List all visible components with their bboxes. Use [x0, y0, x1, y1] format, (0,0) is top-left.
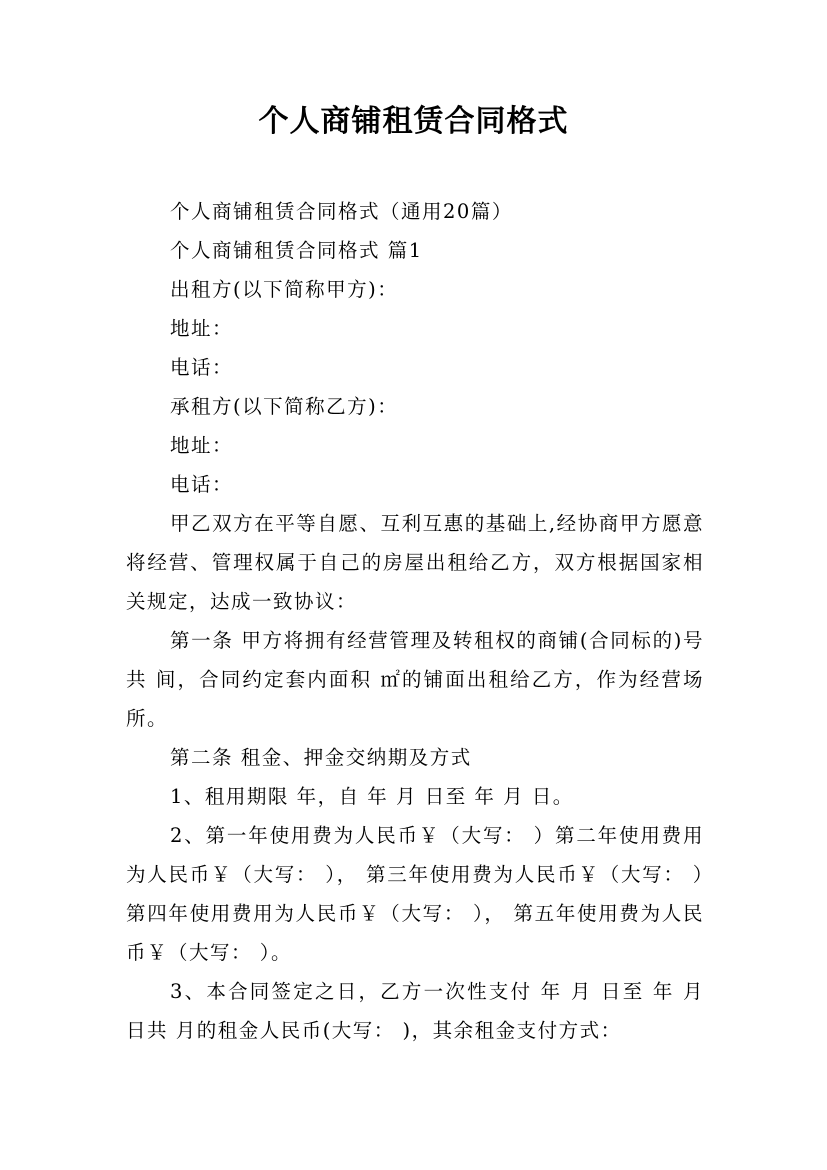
subtitle-line: 个人商铺租赁合同格式（通用20篇） — [170, 200, 513, 223]
lessor-address-label: 地址： — [170, 317, 234, 340]
lessee-address-label: 地址： — [170, 434, 234, 457]
payment-paragraph: 3、本合同签定之日，乙方一次性支付 年 月 日至 年 月 日共 月的租金人民币(大写： )，其余租金支付方式： — [126, 980, 704, 1042]
lessor-phone-label: 电话： — [170, 356, 234, 379]
fees-paragraph: 2、第一年使用费为人民币￥（大写： ）第二年使用费用为人民币￥（大写： ）， 第三年使用费为人民币￥（大写： ）第四年使用费用为人民币￥（大写： ）， 第五年使用费为人民币￥（大写： ）。 — [126, 824, 704, 964]
lessee-label: 承租方(以下简称乙方)： — [170, 395, 399, 418]
lease-term-paragraph: 1、租用期限 年，自 年 月 日至 年 月 日。 — [170, 785, 574, 808]
lessor-label: 出租方(以下简称甲方)： — [170, 278, 399, 301]
document-title: 个人商铺租赁合同格式 — [258, 104, 569, 139]
article-one-paragraph: 第一条 甲方将拥有经营管理及转租权的商铺(合同标的)号共 间，合同约定套内面积 ㎡的铺面出租给乙方，作为经营场所。 — [126, 629, 704, 730]
article-two-heading: 第二条 租金、押金交纳期及方式 — [170, 746, 472, 769]
section-heading: 个人商铺租赁合同格式 篇1 — [170, 239, 423, 262]
document-body — [126, 192, 704, 1050]
intro-paragraph: 甲乙双方在平等自愿、互利互惠的基础上,经协商甲方愿意将经营、管理权属于自己的房屋出租给乙方，双方根据国家相关规定，达成一致协议： — [126, 512, 704, 613]
lessee-phone-label: 电话： — [170, 473, 234, 496]
